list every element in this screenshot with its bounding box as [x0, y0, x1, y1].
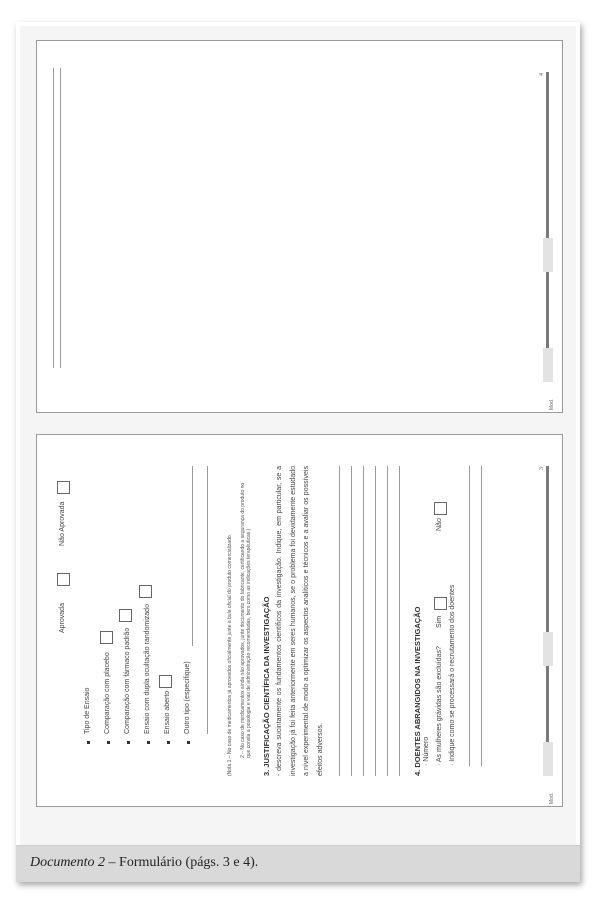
blank-line	[351, 466, 352, 776]
blank-line	[60, 68, 61, 368]
section-3-text: - descreva sucintamente os fundamentos científicos da investigação. Indique, em particular, se a investigação já foi feita anteriormente em seres humanos, se o problema foi devidamente estudado a nível experimental de modo a optimizar os aspectos analíticos e técnicos e a avaliar os possíveis efeitos adversos.	[276, 466, 324, 776]
note-2: 2 – No caso de medicamentos ainda não aprovados, junte documento do fabricante, certificando a segurança do produto no que consta a posologia e vias de administração recomendadas, bem como as indicações terapêuticas.)	[240, 482, 253, 758]
blank-line	[53, 68, 54, 368]
form-model-label: Mod.	[549, 792, 555, 804]
numero-label: · Número	[423, 736, 430, 766]
sim-checkbox[interactable]	[434, 597, 447, 610]
section-3-title: 3. JUSTIFICAÇÃO CIENTÍFICA DA INVESTIGAÇÃO	[262, 596, 271, 776]
bullet	[127, 741, 130, 744]
option-label: Ensaio com dupla ocultação randomizado	[144, 604, 151, 734]
tipo-ensaio-label: Tipo de Ensaio	[84, 687, 91, 734]
page-tab	[543, 632, 553, 666]
figure-caption	[16, 845, 580, 882]
option-checkbox[interactable]	[119, 609, 132, 622]
nao-aprovada-checkbox[interactable]	[57, 481, 70, 494]
page-tab	[543, 238, 553, 272]
aprovada-label: Aprovada	[59, 603, 66, 633]
blank-line	[192, 466, 193, 646]
note-1: (Nota 1 – No caso de medicamentos já aprovados oficialmente junte a bula oficial do produto comercializado.	[227, 533, 233, 776]
blank-line	[387, 466, 388, 776]
gravidas-question: · As mulheres grávidas são excluídas?	[436, 646, 443, 766]
bullet	[147, 741, 150, 744]
form-page-4	[36, 40, 563, 413]
blank-line	[399, 466, 400, 776]
blank-line	[339, 466, 340, 776]
option-label: Comparação com placebo	[104, 652, 111, 734]
caption-doc-label: Documento 2	[30, 855, 106, 870]
page-rule	[546, 72, 549, 382]
page-tab	[543, 742, 553, 776]
figure-frame	[16, 22, 580, 882]
option-label: Ensaio aberto	[164, 690, 171, 734]
caption-description: – Formulário (págs. 3 e 4).	[105, 855, 259, 870]
nao-checkbox[interactable]	[434, 502, 447, 515]
form-page-3	[36, 434, 563, 807]
page-number: 3	[539, 467, 545, 470]
recrutamento-question: · Indique como se processará o recrutamento dos doentes	[449, 584, 456, 766]
form-model-label: Mod.	[549, 398, 555, 410]
section-4-title: 4. DOENTES ABRANGIDOS NA INVESTIGAÇÃO	[413, 606, 422, 776]
option-checkbox[interactable]	[100, 631, 113, 644]
bullet	[87, 741, 90, 744]
page-rule	[546, 466, 549, 776]
option-checkbox[interactable]	[159, 675, 172, 688]
option-label: Comparação com fármaco padrão	[124, 627, 131, 734]
blank-line	[375, 466, 376, 776]
page-tab	[543, 348, 553, 382]
caption-text	[30, 855, 258, 871]
blank-line	[469, 466, 470, 766]
aprovada-checkbox[interactable]	[57, 573, 70, 586]
option-checkbox[interactable]	[139, 585, 152, 598]
bullet	[167, 741, 170, 744]
nao-aprovada-label: Não Aprovada	[59, 501, 66, 546]
bullet	[107, 741, 110, 744]
sim-label: Sim	[436, 615, 443, 628]
nao-label: Não	[436, 518, 443, 531]
bullet	[187, 741, 190, 744]
option-label: Outro tipo (especifique)	[184, 661, 191, 734]
blank-line	[481, 466, 482, 766]
blank-line	[363, 466, 364, 776]
page-number: 4	[539, 73, 545, 76]
blank-line	[207, 466, 208, 734]
